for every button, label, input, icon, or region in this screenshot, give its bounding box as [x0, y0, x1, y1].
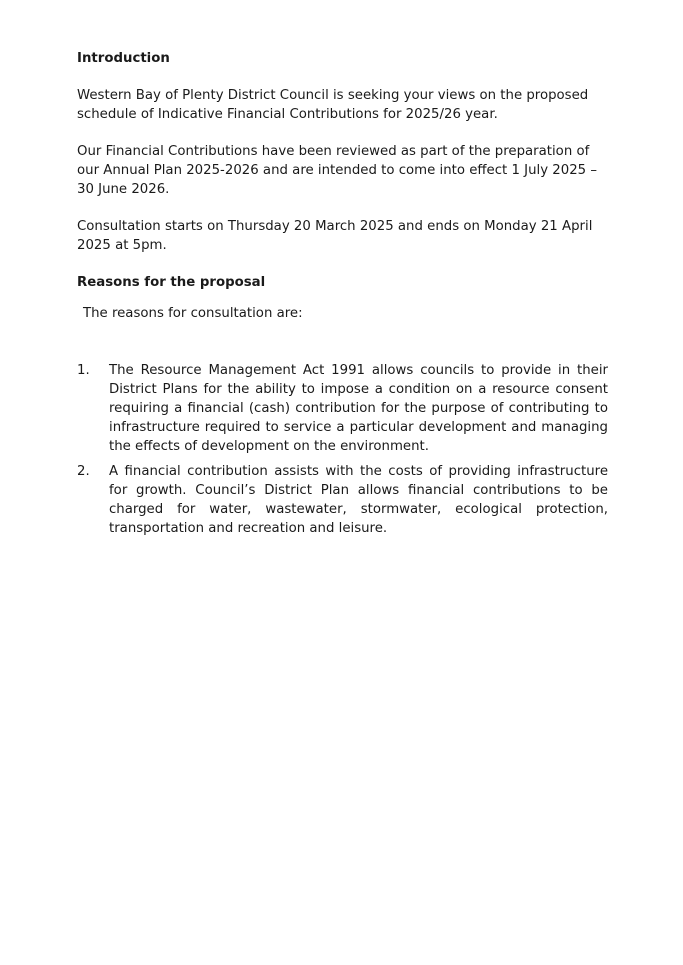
reasons-intro: The reasons for consultation are:: [83, 306, 303, 321]
intro-paragraph-1: Western Bay of Plenty District Council is seeking your views on the proposed schedule of Indicative Financial Contributions for 2025/26 year.: [77, 88, 589, 122]
intro-paragraph-2: Our Financial Contributions have been reviewed as part of the preparation of our Annual Plan 2025-2026 and are intended to come into effect 1 July 2025 – 30 June 2026.: [77, 144, 598, 197]
list-item-number: 1.: [77, 363, 90, 378]
list-item-text: The Resource Management Act 1991 allows councils to provide in their District Plans for the ability to impose a condition on a resource consent requiring a financial (cash) contribution for the purpose of contributing to infrastructure required to service a particular development and managing the effects of development on the environment.: [109, 363, 608, 454]
list-item: [77, 361, 608, 456]
reasons-list: [77, 361, 608, 538]
document-page: [77, 49, 608, 544]
list-item: [77, 462, 608, 538]
introduction-heading: Introduction: [77, 51, 170, 66]
intro-paragraph-3: Consultation starts on Thursday 20 March 2025 and ends on Monday 21 April 2025 at 5pm.: [77, 219, 593, 253]
list-item-text: A financial contribution assists with the costs of providing infrastructure for growth. Council’s District Plan allows financial contributions to be charged for water, wastewater, stormwater, ecological protection, transportation and recreation and leisure.: [109, 464, 608, 536]
reasons-heading: Reasons for the proposal: [77, 275, 266, 290]
list-item-number: 2.: [77, 464, 90, 479]
